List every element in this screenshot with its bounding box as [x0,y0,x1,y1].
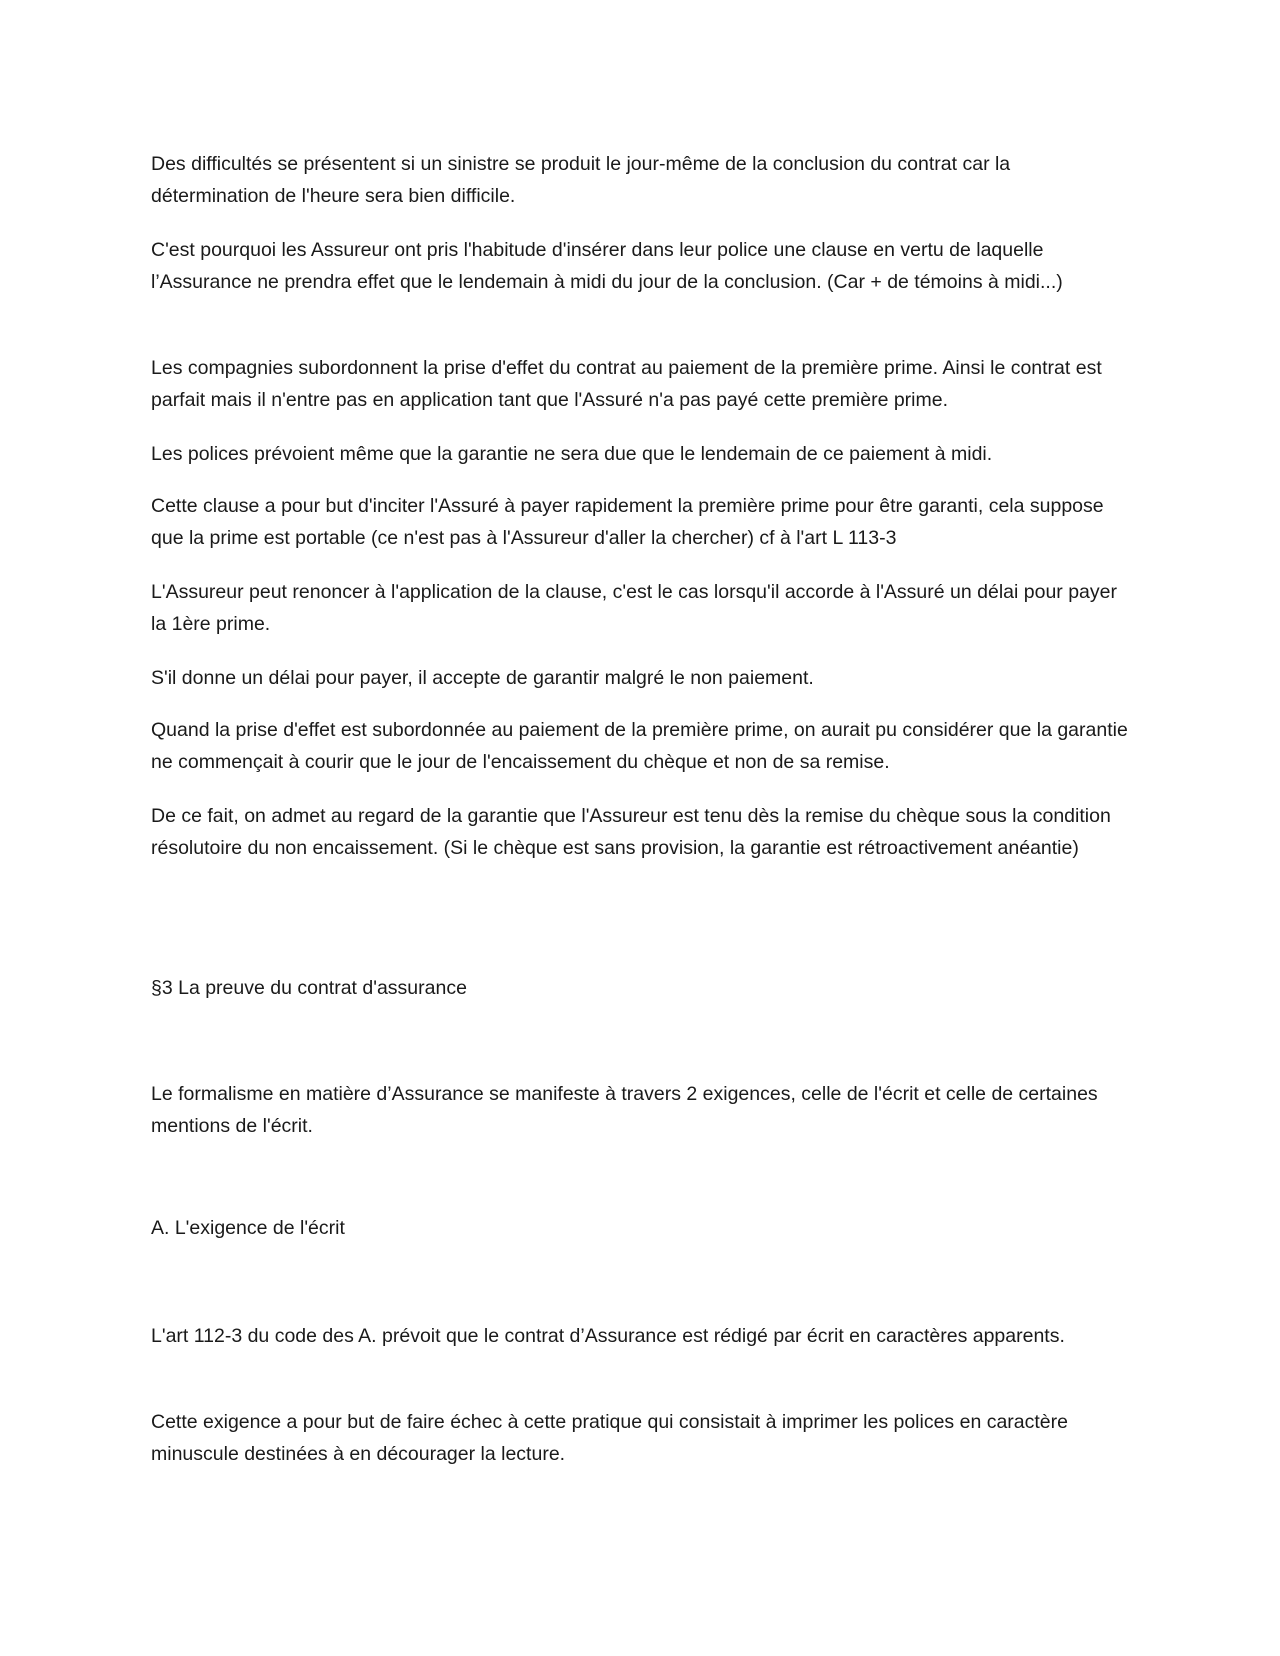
paragraph-article-112-3: L'art 112-3 du code des A. prévoit que le contrat d’Assurance est rédigé par écrit en caractères apparents. [151,1325,1065,1347]
paragraph-condition-resolutoire: De ce fait, on admet au regard de la garantie que l'Assureur est tenu dès la remise du chèque sous la condition résolutoire du non encaissement. (Si le chèque est sans provision, la garantie est rétroactivement anéantie) [151,805,1111,859]
paragraph-sinistre-jour-meme: Des difficultés se présentent si un sinistre se produit le jour-même de la conclusion du contrat car la détermination de l'heure sera bien difficile. [151,153,1011,207]
paragraph-paiement-premiere-prime: Les compagnies subordonnent la prise d'effet du contrat au paiement de la première prime. Ainsi le contrat est parfait mais il n'entre pas en application tant que l'Assuré n'a pas payé cette première prime. [151,357,1102,411]
subsection-heading: A. L'exigence de l'écrit [151,1217,345,1239]
section-heading: §3 La preuve du contrat d'assurance [151,977,467,999]
paragraph-prime-portable: Cette clause a pour but d'inciter l'Assuré à payer rapidement la première prime pour être garanti, cela suppose que la prime est portable (ce n'est pas à l'Assureur d'aller la chercher) cf à l'art L 113-3 [151,495,1104,549]
paragraph-clause-lendemain-midi: C'est pourquoi les Assureur ont pris l'habitude d'insérer dans leur police une clause en vertu de laquelle l’Assurance ne prendra effet que le lendemain à midi du jour de la conclusion. (Car + de témoins à midi...) [151,239,1063,293]
paragraph-caracteres-minuscules: Cette exigence a pour but de faire échec à cette pratique qui consistait à imprimer les polices en caractère minuscule destinées à en décourager la lecture. [151,1411,1068,1465]
paragraph-renonciation-clause: L'Assureur peut renoncer à l'application de la clause, c'est le cas lorsqu'il accorde à l'Assuré un délai pour payer la 1ère prime. [151,581,1117,635]
paragraph-delai-paiement: S'il donne un délai pour payer, il accepte de garantir malgré le non paiement. [151,667,814,689]
paragraph-formalisme: Le formalisme en matière d’Assurance se manifeste à travers 2 exigences, celle de l'écrit et celle de certaines mentions de l'écrit. [151,1083,1098,1137]
paragraph-encaissement-cheque: Quand la prise d'effet est subordonnée au paiement de la première prime, on aurait pu considérer que la garantie ne commençait à courir que le jour de l'encaissement du chèque et non de sa remise. [151,719,1128,773]
paragraph-garantie-lendemain: Les polices prévoient même que la garantie ne sera due que le lendemain de ce paiement à midi. [151,443,993,465]
